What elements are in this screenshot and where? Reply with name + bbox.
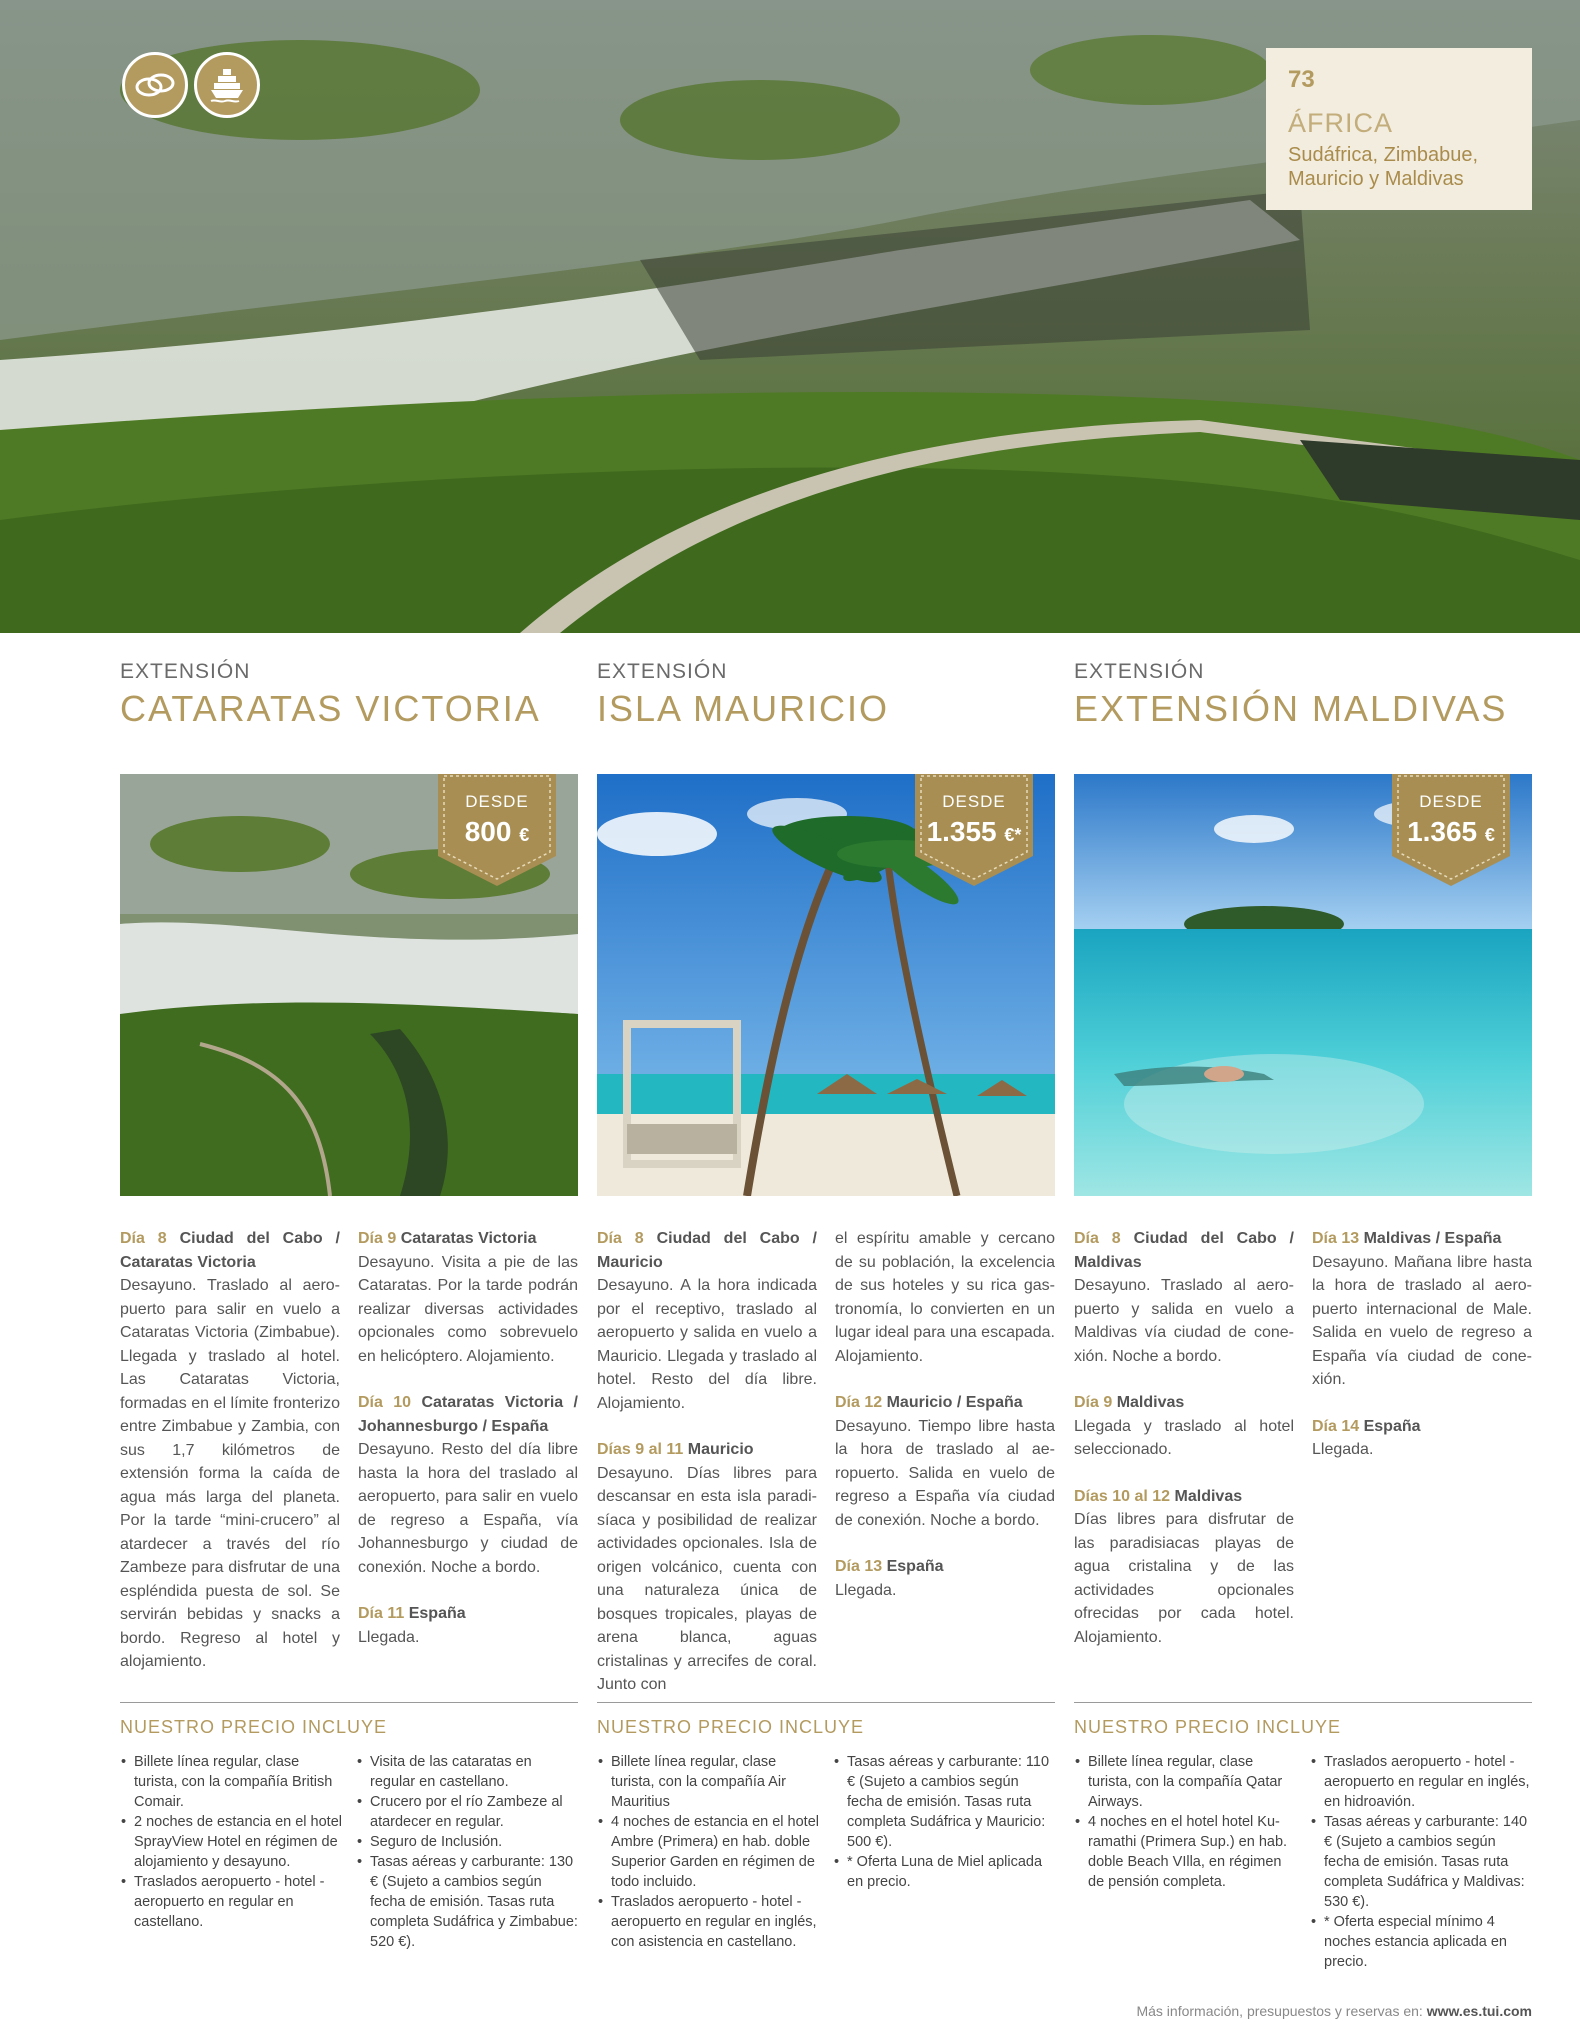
rings-icon <box>122 52 188 118</box>
price-from-label: DESDE <box>1419 792 1483 811</box>
footer-text: Más información, presupuestos y reservas en: <box>1136 2003 1423 2019</box>
extension-title: EXTENSIÓN MALDIVAS <box>1074 688 1508 729</box>
list-item: • Visita de las cataratas en regular en castellano. <box>370 1752 578 1792</box>
list-item: • Seguro de Inclusión. <box>370 1832 578 1852</box>
price-amount: 1.365 € <box>1407 816 1495 847</box>
footer-link[interactable]: www.es.tui.com <box>1426 2003 1532 2019</box>
price-includes <box>597 1702 1055 1952</box>
extension-photo <box>1074 774 1532 1196</box>
list-item: • 4 noches en el hotel hotel Kuramathi (Primera Sup.) en hab. doble Beach VIlla, en régimen de pensión completa. <box>1088 1812 1296 1892</box>
itinerary-day: Días 10 al 12 Maldivas Días libres para disfrutar de las paradisiacas playas de agua cristalina y de las actividades opcionales ofrecidas por cada hotel. Alojamiento. <box>1074 1487 1294 1646</box>
itinerary-day: Día 13 España Llegada. <box>835 1558 944 1599</box>
price-amount: 800 € <box>464 816 530 847</box>
list-item: • Billete línea regular, clase turista, con la compañía British Comair. <box>134 1752 342 1812</box>
price-includes <box>120 1702 578 1952</box>
includes-list <box>1074 1752 1296 1972</box>
extension-label: EXTENSIÓN <box>597 660 728 683</box>
region-subtitle-line1: Sudáfrica, Zimbabue, <box>1288 144 1479 166</box>
itinerary-column <box>1074 1227 1294 1672</box>
footer <box>1136 2003 1532 2019</box>
includes-list <box>356 1752 578 1952</box>
page-header-box <box>1266 48 1532 210</box>
region-title: ÁFRICA <box>1288 108 1394 138</box>
price-badge <box>1392 774 1510 888</box>
itinerary-day: Día 14 España Llegada. <box>1312 1417 1421 1458</box>
itinerary-day: Día 8 Ciudad del Cabo / Mauricio Desayuno. A la hora indicada por el receptivo, traslado al aeropuerto y salida en vuelo a Mauricio. Llegada y traslado al hotel. Resto del día libre. Alojamiento. <box>597 1230 817 1412</box>
extension-label: EXTENSIÓN <box>1074 660 1205 683</box>
list-item: • 2 noches de estancia en el hotel SprayView Hotel en régimen de alojamiento y desayuno. <box>134 1812 342 1872</box>
itinerary-column <box>597 1227 817 1720</box>
list-item: • Tasas aéreas y carburante: 110 € (Sujeto a cambios según fecha de emisión. Tasas ruta completa Sudáfrica y Mauricio: 500 €). <box>847 1752 1055 1852</box>
includes-title: NUESTRO PRECIO INCLUYE <box>597 1717 865 1737</box>
region-subtitle-line2: Mauricio y Maldivas <box>1288 168 1464 190</box>
extension-victoria <box>120 660 578 1950</box>
list-item: • * Oferta especial mínimo 4 noches estancia aplicada en precio. <box>1324 1912 1532 1972</box>
list-item: • Traslados aeropuerto - hotel - aeropuerto en regular en inglés, en hidroavión. <box>1324 1752 1532 1812</box>
includes-list <box>120 1752 342 1952</box>
itinerary-day: Día 13 Maldivas / España Desayuno. Mañana libre hasta la hora de traslado al aeropuerto internacional de Male. Salida en vuelo de regreso a España vía ciudad de conexión. <box>1312 1230 1532 1388</box>
includes-list <box>833 1752 1055 1952</box>
itinerary-text: el espíritu amable y cercano de su población, la excelencia de sus hoteles y su rica gastronomía, lo convierten en un lugar ideal para una escapada. Alojamiento. <box>835 1230 1055 1365</box>
list-item: • Tasas aéreas y carburante: 130 € (Sujeto a cambios según fecha de emisión. Tasas ruta completa Sudáfrica y Zimbabue: 520 €). <box>370 1852 578 1952</box>
itinerary-day: Día 11 España Llegada. <box>358 1605 466 1646</box>
price-amount: 1.355 €* <box>926 816 1022 847</box>
includes-title: NUESTRO PRECIO INCLUYE <box>120 1717 388 1737</box>
itinerary-day: Día 8 Ciudad del Cabo / Maldivas Desayuno. Traslado al aeropuerto y salida en vuelo a Maldivas vía ciudad de conexión. Noche a bordo. <box>1074 1230 1294 1365</box>
list-item: • Crucero por el río Zambeze al atardecer en regular. <box>370 1792 578 1832</box>
extension-maldivas <box>1074 660 1532 1970</box>
extension-label: EXTENSIÓN <box>120 660 251 683</box>
list-item: • 4 noches de estancia en el hotel Ambre (Primera) en hab. doble Superior Garden en régimen de todo incluido. <box>611 1812 819 1892</box>
price-from-label: DESDE <box>942 792 1006 811</box>
extension-title: CATARATAS VICTORIA <box>120 688 541 729</box>
itinerary-day: Día 8 Ciudad del Cabo / Cataratas Victoria Desayuno. Traslado al aeropuerto para salir en vuelo a Cataratas Victoria (Zimbabue). Llegada y traslado al hotel. Las Cataratas Victoria, formadas en el límite fronterizo entre Zimbabue y Zambia, con sus 1,7 kilómetros de extensión forma la caída de agua más larga del planeta. Por la tarde “mini-crucero” al atardecer a través del río Zambeze para disfrutar de una espléndida puesta de sol. Se servirán bebidas y snacks a bordo. Regreso al hotel y alojamiento. <box>120 1230 340 1670</box>
page-number: 73 <box>1288 66 1315 93</box>
itinerary-column <box>358 1227 578 1697</box>
itinerary-column <box>120 1227 340 1697</box>
list-item: • * Oferta Luna de Miel aplicada en precio. <box>847 1852 1055 1892</box>
list-item: • Traslados aeropuerto - hotel - aeropuerto en regular en inglés, con asistencia en castellano. <box>611 1892 819 1952</box>
price-badge <box>438 774 556 888</box>
list-item: • Tasas aéreas y carburante: 140 € (Sujeto a cambios según fecha de emisión. Tasas ruta completa Sudáfrica y Maldivas: 530 €). <box>1324 1812 1532 1912</box>
list-item: • Billete línea regular, clase turista, con la compañía Qatar Airways. <box>1088 1752 1296 1812</box>
cruise-ship-icon <box>194 52 260 118</box>
includes-list <box>1310 1752 1532 1972</box>
extension-title: ISLA MAURICIO <box>597 688 890 729</box>
extension-photo <box>120 774 578 1196</box>
price-from-label: DESDE <box>465 792 529 811</box>
extension-photo <box>597 774 1055 1196</box>
itinerary-day: Día 9 Cataratas Victoria Desayuno. Visita a pie de las Cataratas. Por la tarde podrán realizar diversas actividades opcionales como sobrevuelo en helicóptero. Alojamiento. <box>358 1230 578 1365</box>
itinerary-day: Día 9 Maldivas Llegada y traslado al hotel seleccionado. <box>1074 1394 1294 1458</box>
extension-mauricio <box>597 660 1055 1950</box>
includes-list <box>597 1752 819 1952</box>
itinerary-column <box>835 1227 1055 1720</box>
list-item: • Traslados aeropuerto - hotel - aeropuerto en regular en castellano. <box>134 1872 342 1932</box>
itinerary-day: Días 9 al 11 Mauricio Desayuno. Días libres para descansar en esta isla paradisíaca y posibilidad de realizar actividades opcionales. Isla de origen volcánico, cuenta con una naturaleza única de bosques tropicales, playas de arena blanca, aguas cristalinas y arrecifes de coral. Junto con <box>597 1441 817 1693</box>
list-item: • Billete línea regular, clase turista, con la compañía Air Mauritius <box>611 1752 819 1812</box>
price-badge <box>915 774 1033 888</box>
includes-title: NUESTRO PRECIO INCLUYE <box>1074 1717 1342 1737</box>
itinerary-day: Día 10 Cataratas Victoria / Johannesburgo / España Desayuno. Resto del día libre hasta la hora del traslado al aeropuerto, para salir en vuelo de regreso a España, vía Johannesburgo y ciudad de conexión. Noche a bordo. <box>358 1394 578 1576</box>
price-includes <box>1074 1702 1532 1972</box>
itinerary-day: Día 12 Mauricio / España Desayuno. Tiempo libre hasta la hora de traslado al aeropuerto. Salida en vuelo de regreso a España vía ciudad de conexión. Noche a bordo. <box>835 1394 1055 1529</box>
itinerary-column <box>1312 1227 1532 1672</box>
